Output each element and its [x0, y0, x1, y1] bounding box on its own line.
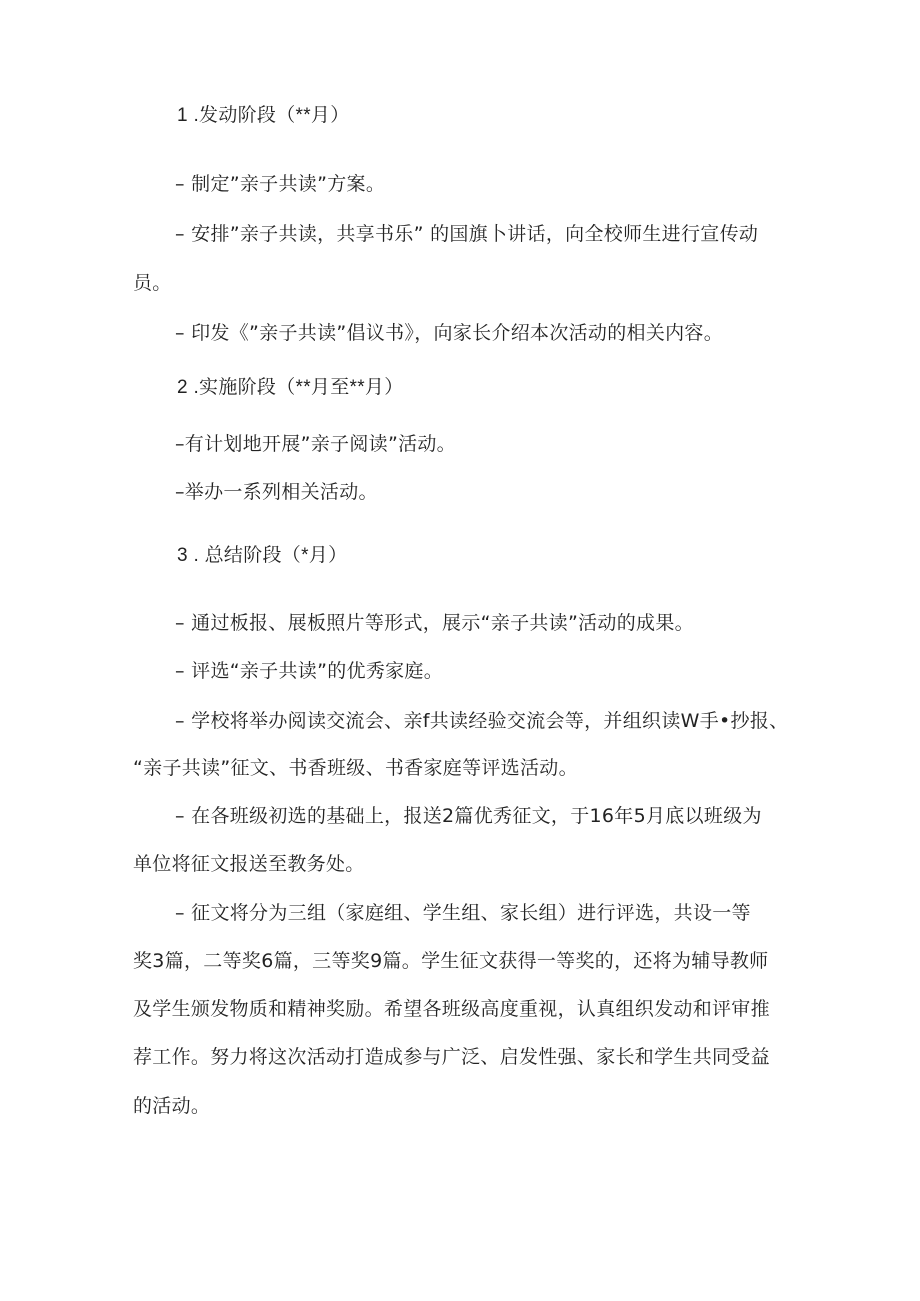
list-item-continuation: 员。 — [133, 272, 172, 294]
list-item: – 征文将分为三组（家庭组、学生组、家长组）进行评选，共设一等 — [175, 902, 751, 924]
list-item-continuation: 荐工作。努力将这次活动打造成参与广泛、启发性强、家长和学生共同受益 — [133, 1046, 770, 1068]
section-heading-2: 2 .实施阶段（**月至**月） — [177, 377, 404, 398]
list-item: –举办一系列相关活动。 — [175, 481, 378, 503]
list-item: – 评选“亲子共读”的优秀家庭。 — [175, 660, 444, 682]
list-item: – 通过板报、展板照片等形式，展示“亲子共读”活动的成果。 — [175, 612, 694, 634]
section-heading-1: 1 .发动阶段（**月） — [177, 105, 350, 126]
list-item-continuation: 奖3篇，二等奖6篇，三等奖9篇。学生征文获得一等奖的，还将为辅导教师 — [133, 950, 769, 972]
section-heading-3: 3 . 总结阶段（*月） — [177, 545, 348, 566]
list-item: – 在各班级初选的基础上，报送2篇优秀征文，于16年5月底以班级为 — [175, 805, 762, 827]
list-item-continuation: 及学生颁发物质和精神奖励。希望各班级高度重视，认真组织发动和评审推 — [133, 998, 770, 1020]
list-item: – 制定”亲子共读”方案。 — [175, 173, 386, 195]
list-item: –有计划地开展”亲子阅读”活动。 — [175, 433, 456, 455]
list-item: – 印发《”亲子共读”倡议书》，向家长介绍本次活动的相关内容。 — [175, 322, 724, 344]
list-item-continuation: “亲子共读”征文、书香班级、书香家庭等评选活动。 — [133, 757, 578, 779]
list-item: – 安排”亲子共读，共享书乐” 的国旗卜讲话，向全校师生进行宣传动 — [175, 223, 759, 245]
list-item: – 学校将举办阅读交流会、亲f共读经验交流会等，并组织读W手•抄报、 — [175, 710, 789, 732]
list-item-continuation: 单位将征文报送至教务处。 — [133, 853, 365, 875]
list-item-continuation: 的活动。 — [133, 1095, 211, 1117]
